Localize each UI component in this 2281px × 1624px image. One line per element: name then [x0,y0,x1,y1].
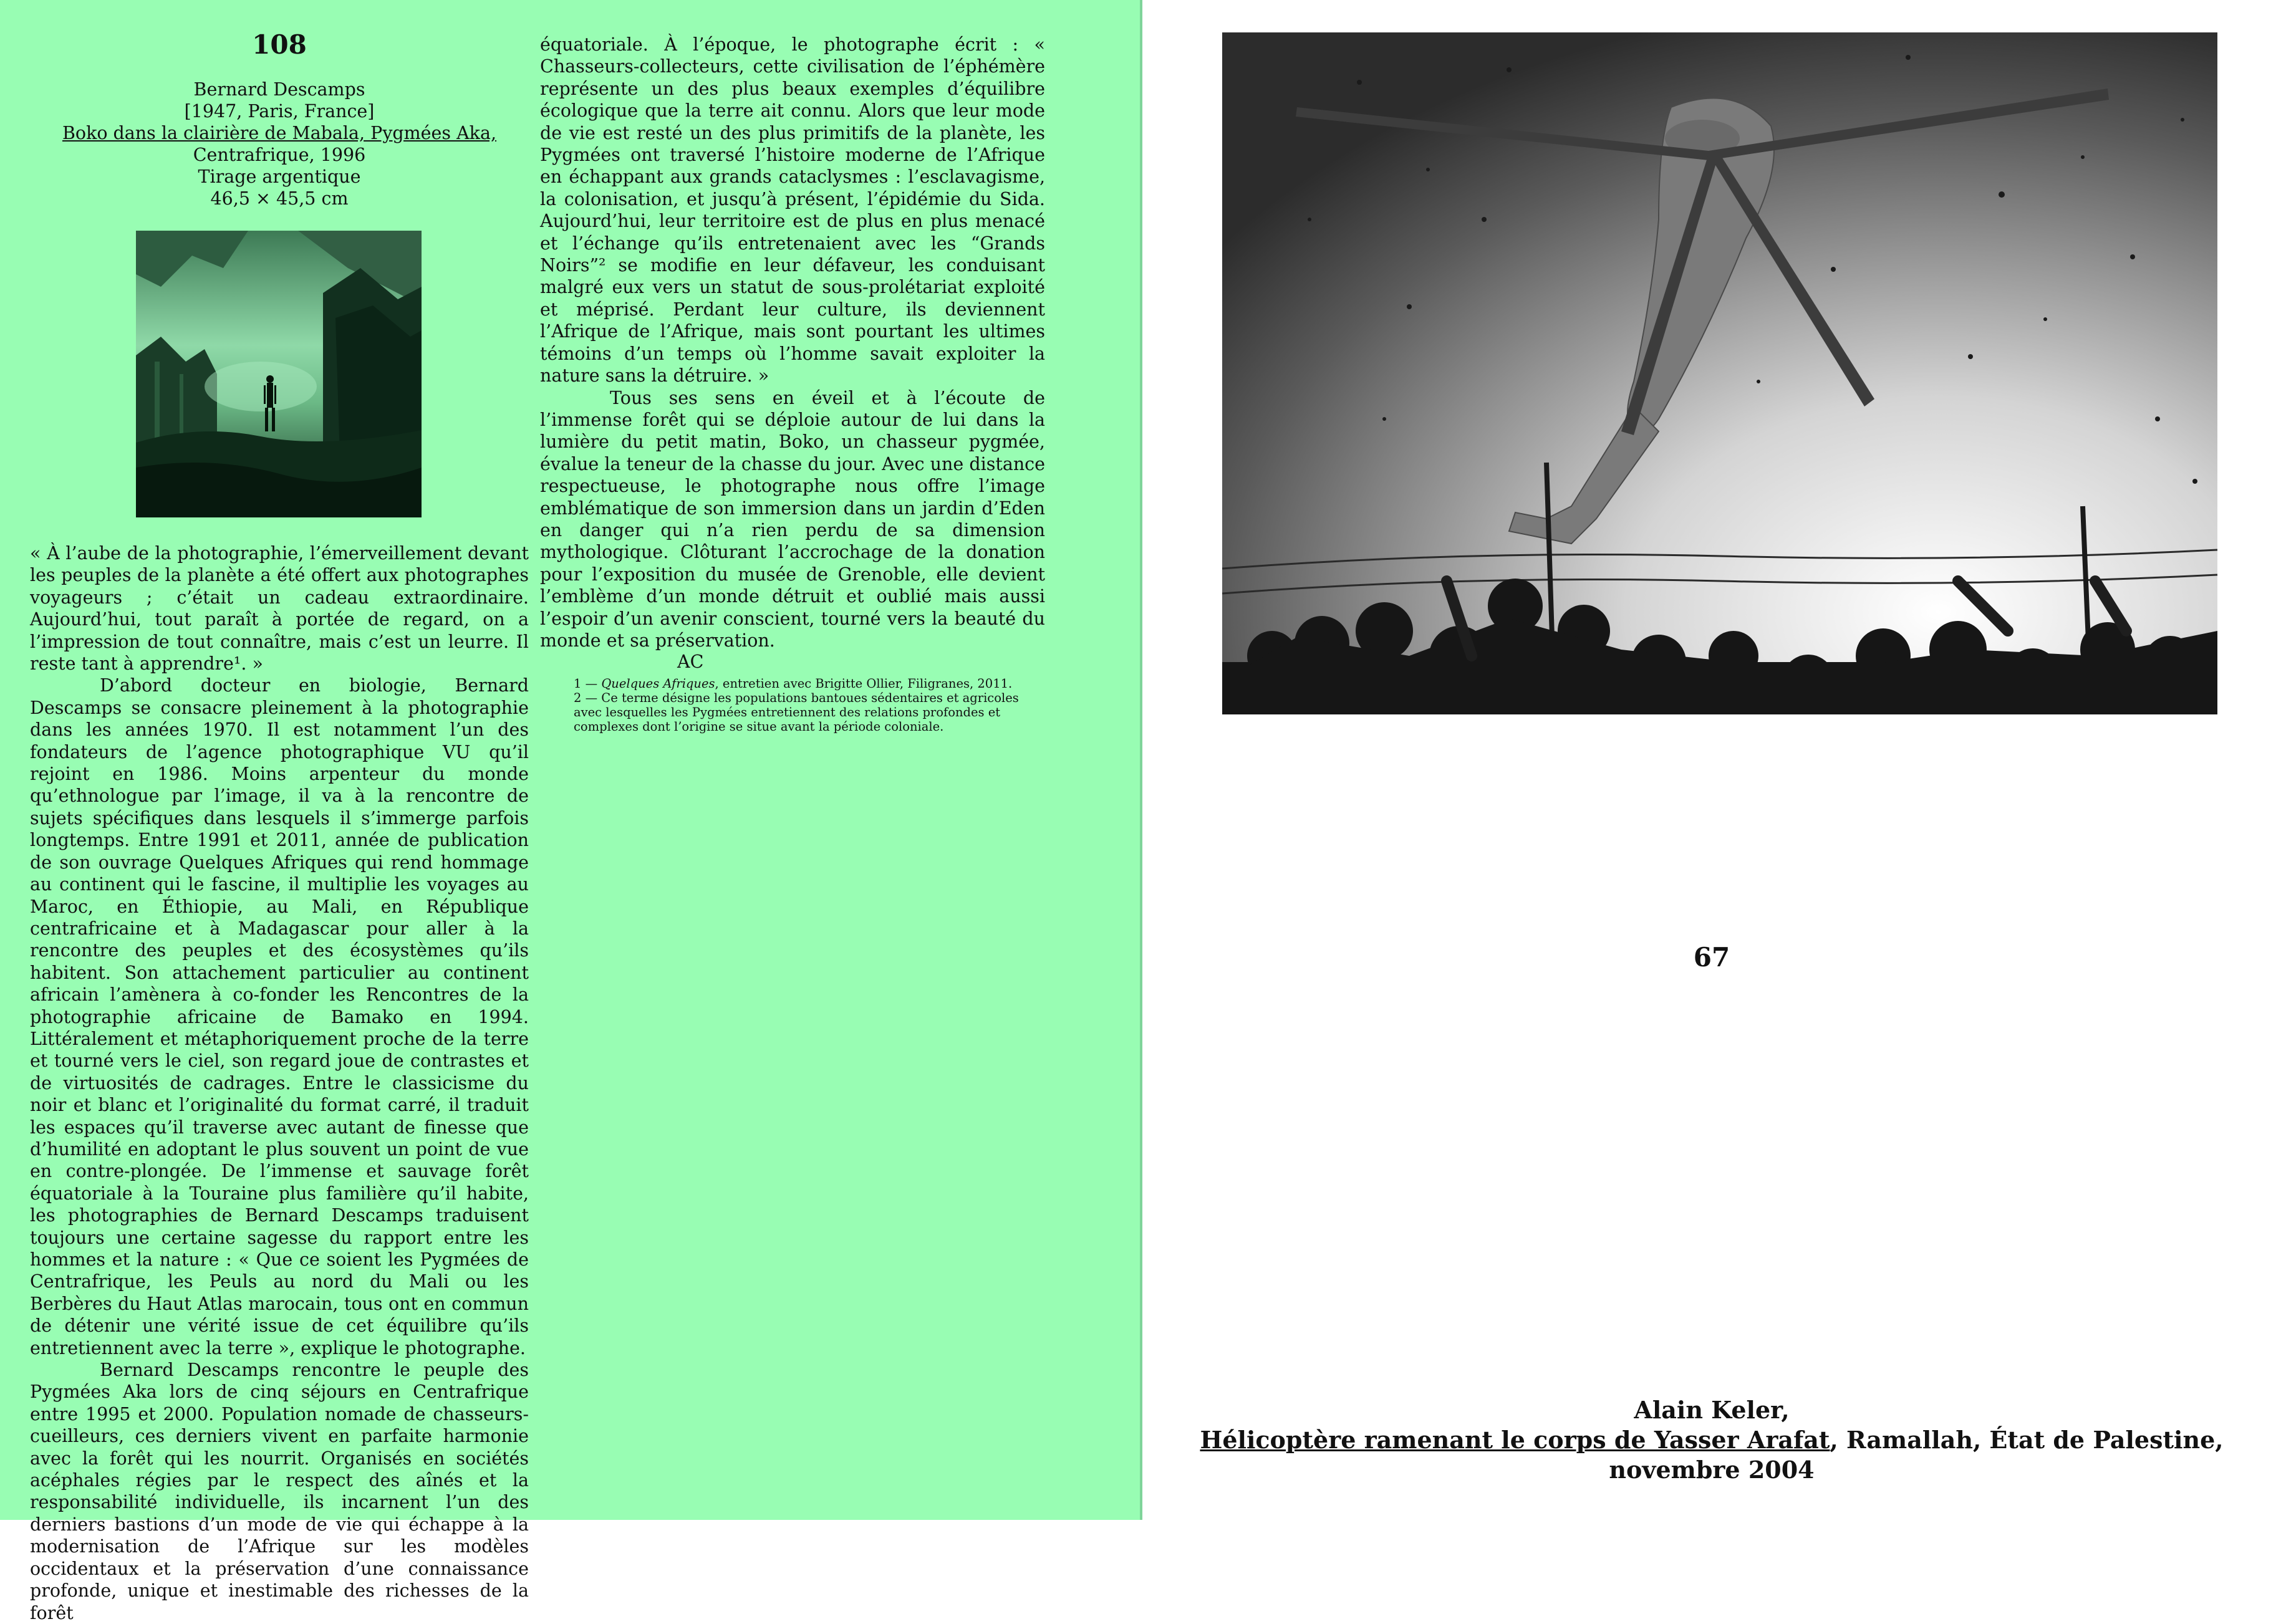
photo-caption-place: , Ramallah, État de Palestine, [1830,1426,2224,1454]
caption-dimensions: 46,5 × 45,5 cm [210,188,349,209]
aka-paragraph: Bernard Descamps rencontre le peuple des Pygmées Aka lors de cinq séjours en Centrafrique entre 1995 et 2000. Population nomade de chasseurs-cueilleurs, ces derniers vivent en parfaite harmonie avec la forêt qui les nourrit. Organisés en sociétés acéphales régies par le respect des aînés et la responsabilité individuelle, ils incarnent l’un des derniers bastions d’un mode de vie qui échappe à la modernisation de l’Afrique sur les modèles occidentaux et la préservation d’une connaissance profonde, unique et inestimable des richesses de la forêt [30,1360,529,1623]
caption-title: Boko dans la clairière de Mabala, Pygmées Aka, [62,123,497,143]
page-number-left: 108 [252,29,307,60]
caption-bio: [1947, Paris, France] [184,101,375,122]
column-one-text [30,542,529,1624]
quote-paragraph: « À l’aube de la photographie, l’émerveillement devant les peuples de la planète a été offert aux photographes voyageurs ; c’était un cadeau extraordinaire. Aujourd’hui, tout paraît à portée de regard, on a l’impression de tout connaître, mais c’est un leurre. Il reste tant à apprendre¹. » [30,543,529,675]
page-number-right: 67 [1693,942,1730,973]
caption-place-date: Centrafrique, 1996 [193,145,366,165]
caption-artist: Bernard Descamps [193,79,365,100]
forest-photo-thumbnail [136,231,422,517]
footnote-1: 1 — Quelques Afriques, entretien avec Brigitte Ollier, Filigranes, 2011. [574,676,1013,691]
left-column [30,25,529,209]
biography-paragraph: D’abord docteur en biologie, Bernard Descamps se consacre pleinement à la photographie dans les années 1970. Il est notamment l’un des fondateurs de l’agence photographique VU qu’il rejoint en 1986. Moins arpenteur du monde qu’ethnologue par l’image, il va à la rencontre de sujets spécifiques dans lesquels il s’immerge parfois longtemps. Entre 1991 et 2011, année de publication de son ouvrage Quelques Afriques qui rend hommage au continent qui le fascine, il multiplie les voyages au Maroc, en Éthiopie, au Mali, en République centrafricaine et à Madagascar pour aller à la rencontre des peuples et des écosystèmes qu’ils habitent. Son attachement particulier au continent africain l’amènera à co-fonder les Rencontres de la photographie africaine de Bamako en 1994. Littéralement et métaphoriquement proche de la terre et tourné vers le ciel, son regard joue de contrastes et de virtuosités de cadrages. Entre le classicisme du noir et blanc et l’originalité du format carré, il traduit les espaces qu’il traverse avec autant de finesse que d’humilité en adoptant le plus souvent un point de vue en contre-plongée. De l’immense et sauvage forêt équatoriale à la Touraine plus familière qu’il habite, les photographies de Bernard Descamps traduisent toujours une certaine sagesse du rapport entre les hommes et la nature : « Que ce soient les Pygmées de Centrafrique, les Peuls au nord du Mali ou les Berbères du Haut Atlas marocain, tous ont en commun de détenir une vérité issue de cet équilibre qu’ils entretiennent avec la terre », explique le photographe. [30,675,529,1358]
boko-paragraph: Tous ses sens en éveil et à l’écoute de l’immense forêt qui se déploie autour de lui dans la lumière du petit matin, Boko, un chasseur pygmée, évalue la teneur de la chasse du jour. Avec une distance respectueuse, le photographe nous offre l’image emblématique de son immersion dans un jardin d’Eden en danger qui n’a rien perdu de sa dimension mythologique. Clôturant l’accrochage de la donation pour l’exposition du musée de Grenoble, elle devient l’emblème d’un monde détruit et oublié mais aussi l’espoir d’un avenir conscient, tourné vers la beauté du monde et sa préservation. [540,387,1045,651]
photo-caption [1142,1395,2281,1485]
author-signature: AC [677,651,704,673]
photo-caption-date: novembre 2004 [1609,1456,1815,1484]
artwork-caption [30,79,529,209]
right-column [540,34,1045,734]
photo-caption-artist: Alain Keler, [1634,1396,1790,1424]
footnote-2: 2 — Ce terme désigne les populations bantoues sédentaires et agricoles avec lesquelles les Pygmées entretiennent des relations profondes et complexes dont l’origine se situe avant la période coloniale. [574,691,1019,734]
helicopter-photo [1222,32,2217,714]
photo-caption-title: Hélicoptère ramenant le corps de Yasser Arafat [1200,1426,1830,1454]
right-page [1142,0,2281,1520]
caption-medium: Tirage argentique [198,166,361,187]
continuation-paragraph: équatoriale. À l’époque, le photographe écrit : « Chasseurs-collecteurs, cette civilisation de l’éphémère représente un des plus beaux exemples d’équilibre écologique que la terre ait connu. Alors que leur mode de vie est resté un des plus primitifs de la planète, les Pygmées ont traversé l’histoire moderne de l’Afrique en échappant aux grands cataclysmes : l’esclavagisme, la colonisation, et jusqu’à présent, l’épidémie du Sida. Aujourd’hui, leur territoire est de plus en plus menacé et l’échange qu’ils entretenaient avec les “Grands Noirs”² se modifie en leur défaveur, les conduisant malgré eux vers un statut de sous-prolétariat exploité et méprisé. Perdant leur culture, ils deviennent l’Afrique de l’Afrique, mais sont pourtant les ultimes témoins d’un temps où l’homme savait exploiter la nature sans la détruire. » [540,34,1045,387]
photo-caption-title-line [1142,1425,2281,1455]
footnotes [540,676,1045,734]
left-page [0,0,1140,1623]
